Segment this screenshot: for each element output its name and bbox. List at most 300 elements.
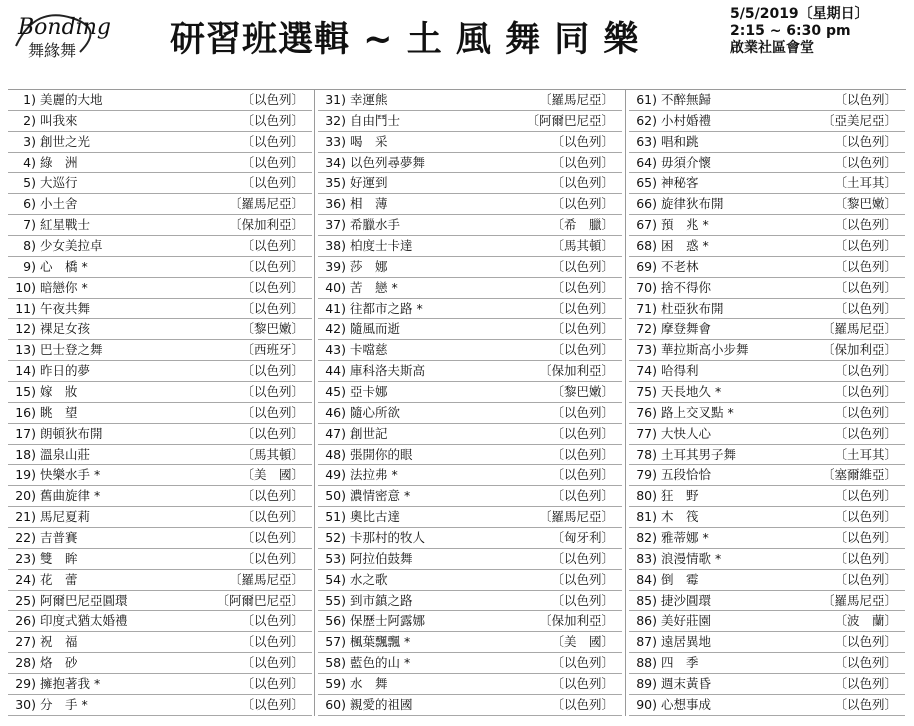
dance-origin: 〔以色列〕 xyxy=(834,238,897,254)
dance-row xyxy=(629,278,905,299)
dance-origin: 〔保加利亞〕 xyxy=(228,217,304,233)
dance-number: 37) xyxy=(325,217,346,233)
dance-name: 好運到 xyxy=(350,175,388,191)
column-divider xyxy=(314,90,315,716)
dance-name: 不醉無歸 xyxy=(661,92,712,107)
dance-row xyxy=(629,340,905,361)
dance-origin: 〔以色列〕 xyxy=(551,488,614,504)
dance-name: 毋須介懷 xyxy=(661,154,712,170)
dance-number: 90) xyxy=(636,696,657,712)
dance-number: 13) xyxy=(15,342,36,358)
dance-row xyxy=(8,132,312,153)
dance-number: 55) xyxy=(325,592,346,608)
dance-origin: 〔以色列〕 xyxy=(241,300,304,316)
dance-origin: 〔美 國〕 xyxy=(241,467,304,483)
dance-number: 30) xyxy=(15,696,36,712)
dance-origin: 〔阿爾巴尼亞〕 xyxy=(216,592,304,608)
dance-row xyxy=(629,132,905,153)
dance-row xyxy=(629,403,905,424)
dance-origin: 〔以色列〕 xyxy=(834,363,897,379)
dance-row xyxy=(318,382,622,403)
dance-name: 奧比古達 xyxy=(350,509,401,525)
dance-name: 朗頓狄布開 xyxy=(40,425,103,441)
dance-origin: 〔以色列〕 xyxy=(241,488,304,504)
dance-number: 23) xyxy=(15,550,36,566)
dance-number: 35) xyxy=(325,175,346,191)
dance-row xyxy=(8,549,312,570)
dance-name: 倒 霉 xyxy=(661,571,699,587)
dance-number: 60) xyxy=(325,696,346,712)
page-title: 研習班選輯 ~ 土 風 舞 同 樂 xyxy=(170,20,640,60)
dance-row xyxy=(8,632,312,653)
dance-origin: 〔以色列〕 xyxy=(551,342,614,358)
dance-row xyxy=(8,153,312,174)
dance-name: 紅星戰士 xyxy=(40,217,91,233)
dance-row xyxy=(318,278,622,299)
dance-row xyxy=(629,361,905,382)
dance-name: 舊曲旋律 * xyxy=(40,488,101,504)
dance-number: 18) xyxy=(15,446,36,462)
dance-number: 3) xyxy=(23,133,36,149)
dance-origin: 〔以色列〕 xyxy=(241,696,304,712)
dance-origin: 〔以色列〕 xyxy=(241,384,304,400)
dance-name: 苦 戀 * xyxy=(350,279,398,295)
dance-row xyxy=(8,299,312,320)
dance-number: 4) xyxy=(23,154,36,170)
dance-number: 12) xyxy=(15,321,36,337)
dance-origin: 〔以色列〕 xyxy=(551,571,614,587)
dance-number: 72) xyxy=(636,321,657,337)
dance-row xyxy=(629,695,905,716)
dance-row xyxy=(629,507,905,528)
dance-name: 週末黃昏 xyxy=(661,676,712,692)
dance-origin: 〔以色列〕 xyxy=(551,696,614,712)
dance-origin: 〔以色列〕 xyxy=(241,550,304,566)
dance-name: 浪漫情歌 * xyxy=(661,550,722,566)
dance-row xyxy=(629,90,905,111)
dance-row xyxy=(8,445,312,466)
dance-origin: 〔以色列〕 xyxy=(834,509,897,525)
dance-origin: 〔以色列〕 xyxy=(834,92,897,107)
dance-name: 親愛的祖國 xyxy=(350,696,413,712)
dance-name: 心 橋 * xyxy=(40,258,88,274)
dance-row xyxy=(8,382,312,403)
dance-name: 杜亞狄布開 xyxy=(661,300,724,316)
dance-origin: 〔以色列〕 xyxy=(834,550,897,566)
dance-origin: 〔以色列〕 xyxy=(551,425,614,441)
dance-row xyxy=(629,465,905,486)
dance-number: 81) xyxy=(636,509,657,525)
dance-origin: 〔以色列〕 xyxy=(834,425,897,441)
dance-name: 希臘水手 xyxy=(350,217,401,233)
dance-name: 莎 娜 xyxy=(350,258,388,274)
dance-name: 唱和跳 xyxy=(661,133,699,149)
dance-origin: 〔以色列〕 xyxy=(241,363,304,379)
dance-name: 馬尼夏莉 xyxy=(40,509,91,525)
dance-number: 27) xyxy=(15,634,36,650)
dance-name: 隨風而逝 xyxy=(350,321,401,337)
dance-number: 51) xyxy=(325,509,346,525)
dance-name: 以色列尋夢舞 xyxy=(350,154,426,170)
dance-origin: 〔以色列〕 xyxy=(834,696,897,712)
dance-origin: 〔保加利亞〕 xyxy=(538,613,614,629)
dance-row xyxy=(318,570,622,591)
dance-row xyxy=(318,132,622,153)
dance-number: 84) xyxy=(636,571,657,587)
dance-number: 40) xyxy=(325,279,346,295)
dance-origin: 〔匈牙利〕 xyxy=(551,530,614,546)
dance-number: 45) xyxy=(325,384,346,400)
dance-row xyxy=(8,424,312,445)
dance-origin: 〔黎巴嫩〕 xyxy=(834,196,897,212)
dance-row xyxy=(318,507,622,528)
dance-row xyxy=(318,90,622,111)
svg-text:舞緣舞: 舞緣舞 xyxy=(28,41,77,60)
dance-origin: 〔以色列〕 xyxy=(834,488,897,504)
dance-row xyxy=(318,424,622,445)
dance-number: 63) xyxy=(636,133,657,149)
dance-origin: 〔以色列〕 xyxy=(241,279,304,295)
dance-name: 木 筏 xyxy=(661,509,699,525)
dance-name: 美麗的大地 xyxy=(40,92,103,107)
dance-row xyxy=(318,653,622,674)
dance-column-2 xyxy=(318,90,622,716)
dance-name: 擁抱著我 * xyxy=(40,676,101,692)
svg-text:Bonding: Bonding xyxy=(18,15,111,40)
dance-name: 眺 望 xyxy=(40,404,78,420)
event-date: 5/5/2019〔星期日〕 xyxy=(730,6,869,22)
dance-row xyxy=(8,340,312,361)
dance-number: 21) xyxy=(15,509,36,525)
dance-origin: 〔以色列〕 xyxy=(241,530,304,546)
dance-row xyxy=(318,445,622,466)
dance-name: 楓葉飄飄 * xyxy=(350,634,411,650)
dance-row xyxy=(8,591,312,612)
dance-origin: 〔羅馬尼亞〕 xyxy=(821,321,897,337)
dance-name: 昨日的夢 xyxy=(40,363,91,379)
dance-origin: 〔以色列〕 xyxy=(551,446,614,462)
dance-row xyxy=(318,236,622,257)
dance-row xyxy=(629,257,905,278)
dance-row xyxy=(318,319,622,340)
dance-origin: 〔以色列〕 xyxy=(834,676,897,692)
dance-origin: 〔以色列〕 xyxy=(551,279,614,295)
dance-number: 59) xyxy=(325,676,346,692)
dance-number: 54) xyxy=(325,571,346,587)
dance-number: 88) xyxy=(636,655,657,671)
dance-origin: 〔以色列〕 xyxy=(834,154,897,170)
dance-number: 61) xyxy=(636,92,657,107)
dance-row xyxy=(318,403,622,424)
dance-number: 1) xyxy=(23,92,36,107)
dance-origin: 〔以色列〕 xyxy=(241,613,304,629)
dance-name: 狂 野 xyxy=(661,488,699,504)
dance-name: 雙 眸 xyxy=(40,550,78,566)
dance-name: 法拉弗 * xyxy=(350,467,398,483)
dance-row xyxy=(8,194,312,215)
dance-origin: 〔以色列〕 xyxy=(834,571,897,587)
dance-number: 82) xyxy=(636,530,657,546)
dance-number: 74) xyxy=(636,363,657,379)
dance-number: 79) xyxy=(636,467,657,483)
dance-row xyxy=(629,153,905,174)
dance-number: 5) xyxy=(23,175,36,191)
dance-name: 花 蕾 xyxy=(40,571,78,587)
dance-row xyxy=(8,173,312,194)
dance-name: 困 惑 * xyxy=(661,238,709,254)
dance-name: 大巡行 xyxy=(40,175,78,191)
dance-number: 15) xyxy=(15,384,36,400)
dance-origin: 〔以色列〕 xyxy=(241,112,304,128)
dance-number: 44) xyxy=(325,363,346,379)
dance-number: 39) xyxy=(325,258,346,274)
dance-origin: 〔亞美尼亞〕 xyxy=(821,112,897,128)
dance-origin: 〔波 蘭〕 xyxy=(834,613,897,629)
dance-row xyxy=(629,215,905,236)
dance-origin: 〔黎巴嫩〕 xyxy=(241,321,304,337)
dance-origin: 〔以色列〕 xyxy=(551,133,614,149)
dance-number: 8) xyxy=(23,238,36,254)
dance-number: 48) xyxy=(325,446,346,462)
dance-row xyxy=(318,299,622,320)
dance-origin: 〔以色列〕 xyxy=(834,300,897,316)
dance-row xyxy=(318,173,622,194)
dance-name: 柏度士卡達 xyxy=(350,238,413,254)
dance-origin: 〔以色列〕 xyxy=(834,655,897,671)
dance-name: 土耳其男子舞 xyxy=(661,446,737,462)
dance-origin: 〔以色列〕 xyxy=(551,300,614,316)
dance-origin: 〔土耳其〕 xyxy=(834,446,897,462)
dance-origin: 〔以色列〕 xyxy=(834,634,897,650)
dance-name: 叫我來 xyxy=(40,112,78,128)
dance-name: 創世之光 xyxy=(40,133,91,149)
dance-number: 31) xyxy=(325,92,346,107)
dance-name: 嫁 妝 xyxy=(40,384,78,400)
dance-number: 49) xyxy=(325,467,346,483)
dance-number: 24) xyxy=(15,571,36,587)
dance-name: 濃情密意 * xyxy=(350,488,411,504)
dance-name: 祝 福 xyxy=(40,634,78,650)
dance-name: 往都市之路 * xyxy=(350,300,423,316)
dance-number: 65) xyxy=(636,175,657,191)
dance-number: 33) xyxy=(325,133,346,149)
dance-row xyxy=(629,611,905,632)
dance-number: 46) xyxy=(325,404,346,420)
dance-row xyxy=(8,486,312,507)
dance-number: 78) xyxy=(636,446,657,462)
dance-origin: 〔馬其頓〕 xyxy=(241,446,304,462)
dance-name: 暗戀你 * xyxy=(40,279,88,295)
dance-origin: 〔以色列〕 xyxy=(241,92,304,107)
dance-name: 烙 砂 xyxy=(40,655,78,671)
dance-origin: 〔以色列〕 xyxy=(551,550,614,566)
dance-row xyxy=(629,236,905,257)
dance-number: 50) xyxy=(325,488,346,504)
dance-number: 22) xyxy=(15,530,36,546)
dance-number: 73) xyxy=(636,342,657,358)
dance-origin: 〔以色列〕 xyxy=(241,655,304,671)
dance-row xyxy=(629,549,905,570)
dance-origin: 〔以色列〕 xyxy=(241,509,304,525)
dance-number: 85) xyxy=(636,592,657,608)
dance-number: 26) xyxy=(15,613,36,629)
dance-origin: 〔以色列〕 xyxy=(834,279,897,295)
dance-origin: 〔以色列〕 xyxy=(834,133,897,149)
dance-name: 快樂水手 * xyxy=(40,467,101,483)
dance-name: 哈得利 xyxy=(661,363,699,379)
dance-row xyxy=(8,653,312,674)
dance-row xyxy=(8,215,312,236)
dance-row xyxy=(318,215,622,236)
dance-origin: 〔以色列〕 xyxy=(834,404,897,420)
dance-name: 卡那村的牧人 xyxy=(350,530,426,546)
dance-number: 25) xyxy=(15,592,36,608)
dance-name: 捷沙圓環 xyxy=(661,592,712,608)
dance-name: 相 薄 xyxy=(350,196,388,212)
dance-number: 29) xyxy=(15,676,36,692)
dance-column-3 xyxy=(629,90,905,716)
dance-name: 不老林 xyxy=(661,258,699,274)
dance-name: 水之歌 xyxy=(350,571,388,587)
dance-name: 溫泉山莊 xyxy=(40,446,91,462)
dance-name: 午夜共舞 xyxy=(40,300,91,316)
dance-row xyxy=(8,507,312,528)
dance-number: 20) xyxy=(15,488,36,504)
dance-origin: 〔以色列〕 xyxy=(241,175,304,191)
dance-origin: 〔希 臘〕 xyxy=(551,217,614,233)
dance-row xyxy=(318,611,622,632)
dance-origin: 〔以色列〕 xyxy=(551,655,614,671)
dance-number: 58) xyxy=(325,655,346,671)
dance-number: 38) xyxy=(325,238,346,254)
dance-origin: 〔以色列〕 xyxy=(551,467,614,483)
dance-name: 摩登舞會 xyxy=(661,321,712,337)
dance-row xyxy=(318,632,622,653)
dance-origin: 〔以色列〕 xyxy=(241,676,304,692)
dance-name: 阿拉伯鼓舞 xyxy=(350,550,413,566)
dance-number: 17) xyxy=(15,425,36,441)
dance-row xyxy=(8,257,312,278)
dance-name: 喝 采 xyxy=(350,133,388,149)
dance-name: 到市鎮之路 xyxy=(350,592,413,608)
dance-row xyxy=(8,90,312,111)
dance-row xyxy=(318,486,622,507)
dance-row xyxy=(629,173,905,194)
dance-name: 旋律狄布開 xyxy=(661,196,724,212)
dance-origin: 〔以色列〕 xyxy=(551,175,614,191)
dance-origin: 〔阿爾巴尼亞〕 xyxy=(526,112,614,128)
dance-column-1 xyxy=(8,90,312,716)
dance-number: 66) xyxy=(636,196,657,212)
dance-number: 42) xyxy=(325,321,346,337)
dance-row xyxy=(318,465,622,486)
dance-name: 幸運熊 xyxy=(350,92,388,107)
dance-row xyxy=(8,695,312,716)
dance-number: 53) xyxy=(325,550,346,566)
dance-row xyxy=(318,549,622,570)
dance-row xyxy=(8,403,312,424)
dance-name: 保歷士阿露娜 xyxy=(350,613,426,629)
dance-origin: 〔羅馬尼亞〕 xyxy=(228,571,304,587)
dance-name: 捨不得你 xyxy=(661,279,712,295)
dance-row xyxy=(629,111,905,132)
dance-name: 四 季 xyxy=(661,655,699,671)
dance-row xyxy=(318,257,622,278)
dance-name: 卡噹慈 xyxy=(350,342,388,358)
dance-row xyxy=(8,570,312,591)
dance-name: 心想事成 xyxy=(661,696,712,712)
dance-row xyxy=(318,111,622,132)
dance-name: 預 兆 * xyxy=(661,217,709,233)
dance-row xyxy=(8,319,312,340)
dance-number: 47) xyxy=(325,425,346,441)
dance-row xyxy=(629,591,905,612)
dance-name: 小土舍 xyxy=(40,196,78,212)
dance-name: 天長地久 * xyxy=(661,384,722,400)
dance-number: 28) xyxy=(15,655,36,671)
dance-row xyxy=(629,194,905,215)
dance-row xyxy=(629,319,905,340)
dance-row xyxy=(629,299,905,320)
dance-origin: 〔以色列〕 xyxy=(834,530,897,546)
dance-name: 自由鬥士 xyxy=(350,112,401,128)
dance-row xyxy=(318,674,622,695)
dance-name: 阿爾巴尼亞圓環 xyxy=(40,592,128,608)
dance-name: 水 舞 xyxy=(350,676,388,692)
dance-row xyxy=(629,570,905,591)
dance-name: 華拉斯高小步舞 xyxy=(661,342,749,358)
dance-origin: 〔羅馬尼亞〕 xyxy=(821,592,897,608)
dance-number: 75) xyxy=(636,384,657,400)
dance-row xyxy=(8,111,312,132)
dance-origin: 〔以色列〕 xyxy=(551,196,614,212)
dance-name: 五段恰恰 xyxy=(661,467,712,483)
dance-number: 16) xyxy=(15,404,36,420)
dance-name: 吉普賽 xyxy=(40,530,78,546)
event-venue: 啟業社區會堂 xyxy=(730,40,814,56)
dance-number: 77) xyxy=(636,425,657,441)
dance-row xyxy=(8,611,312,632)
dance-origin: 〔以色列〕 xyxy=(241,404,304,420)
dance-origin: 〔以色列〕 xyxy=(834,384,897,400)
dance-number: 14) xyxy=(15,363,36,379)
event-time: 2:15 ~ 6:30 pm xyxy=(730,23,851,39)
dance-name: 巴士登之舞 xyxy=(40,342,103,358)
dance-row xyxy=(629,528,905,549)
event-info xyxy=(730,6,869,57)
dance-row xyxy=(8,278,312,299)
dance-number: 83) xyxy=(636,550,657,566)
dance-row xyxy=(318,194,622,215)
dance-row xyxy=(318,153,622,174)
dance-number: 89) xyxy=(636,676,657,692)
dance-number: 10) xyxy=(15,279,36,295)
dance-origin: 〔塞爾維亞〕 xyxy=(821,467,897,483)
dance-number: 69) xyxy=(636,258,657,274)
dance-number: 70) xyxy=(636,279,657,295)
dance-number: 64) xyxy=(636,154,657,170)
dance-number: 2) xyxy=(23,112,36,128)
dance-origin: 〔西班牙〕 xyxy=(241,342,304,358)
dance-number: 87) xyxy=(636,634,657,650)
dance-name: 庫科洛夫斯高 xyxy=(350,363,426,379)
dance-origin: 〔黎巴嫩〕 xyxy=(551,384,614,400)
dance-number: 62) xyxy=(636,112,657,128)
dance-row xyxy=(629,424,905,445)
dance-origin: 〔以色列〕 xyxy=(241,238,304,254)
dance-origin: 〔以色列〕 xyxy=(551,321,614,337)
dance-number: 6) xyxy=(23,196,36,212)
